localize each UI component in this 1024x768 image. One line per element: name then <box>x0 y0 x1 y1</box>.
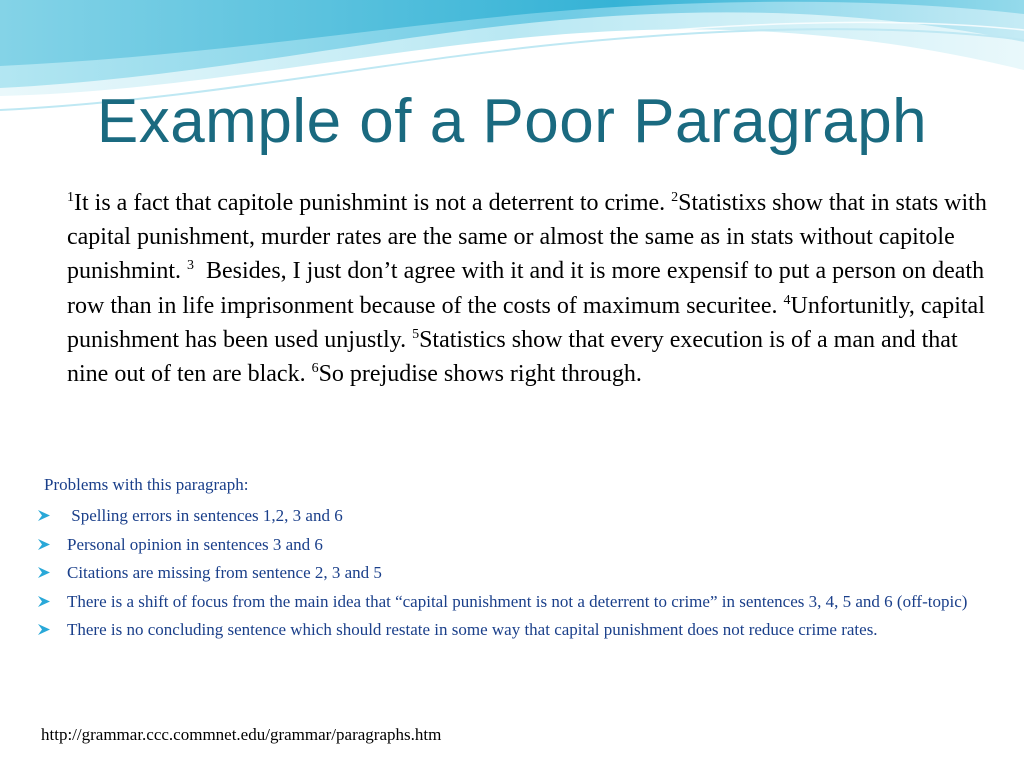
problem-text: There is a shift of focus from the main idea that “capital punishment is not a deterrent to crime” in sentences 3, 4, 5 and 6 (off-topic) <box>67 591 968 611</box>
list-item <box>37 618 997 641</box>
sentence-text: Statistics show that every execution is of a man and that nine out of ten are black. <box>67 326 958 388</box>
list-item <box>37 533 997 556</box>
sentence-number: 5 <box>412 326 420 342</box>
sentence-number: 1 <box>67 190 74 205</box>
problems-list <box>37 504 997 647</box>
sentence-text: Statistixs show that in stats with capital punishment, murder rates are the same or almost the same as in stats without capitole punishmint. <box>67 190 987 285</box>
list-item <box>37 590 997 613</box>
arrowhead-bullet-icon <box>37 509 51 522</box>
sentence-text: Unfortunitly, capital punishment has been used unjustly. <box>67 292 985 353</box>
arrowhead-bullet-icon <box>37 595 51 608</box>
list-item <box>37 504 997 527</box>
sentence-number: 2 <box>671 190 679 205</box>
sentence-number: 3 <box>187 258 195 274</box>
source-link[interactable]: http://grammar.ccc.commnet.edu/grammar/paragraphs.htm <box>41 725 442 744</box>
arrowhead-bullet-icon <box>37 623 51 636</box>
poor-paragraph <box>67 186 997 391</box>
list-item <box>37 561 997 584</box>
problem-text: There is no concluding sentence which should restate in some way that capital punishment does not reduce crime rates. <box>67 620 878 639</box>
problems-heading: Problems with this paragraph: <box>44 475 249 494</box>
sentence-number: 4 <box>783 292 791 308</box>
problem-text: Personal opinion in sentences 3 and 6 <box>67 534 323 554</box>
arrowhead-bullet-icon <box>37 566 51 579</box>
sentence-text: It is a fact that capitole punishmint is not a deterrent to crime. <box>74 190 672 216</box>
arrowhead-bullet-icon <box>37 538 51 551</box>
sentence-text: Besides, I just don’t agree with it and it is more expensif to put a person on death row than in life imprisonment because of the costs of maximum securitee. <box>67 258 991 319</box>
problem-text: Citations are missing from sentence 2, 3 and 5 <box>67 563 382 582</box>
slide-title: Example of a Poor Paragraph <box>96 87 928 156</box>
sentence-number: 6 <box>311 361 319 377</box>
problem-text: Spelling errors in sentences 1,2, 3 and 6 <box>67 506 343 525</box>
sentence-text: So prejudise shows right through. <box>318 361 642 388</box>
